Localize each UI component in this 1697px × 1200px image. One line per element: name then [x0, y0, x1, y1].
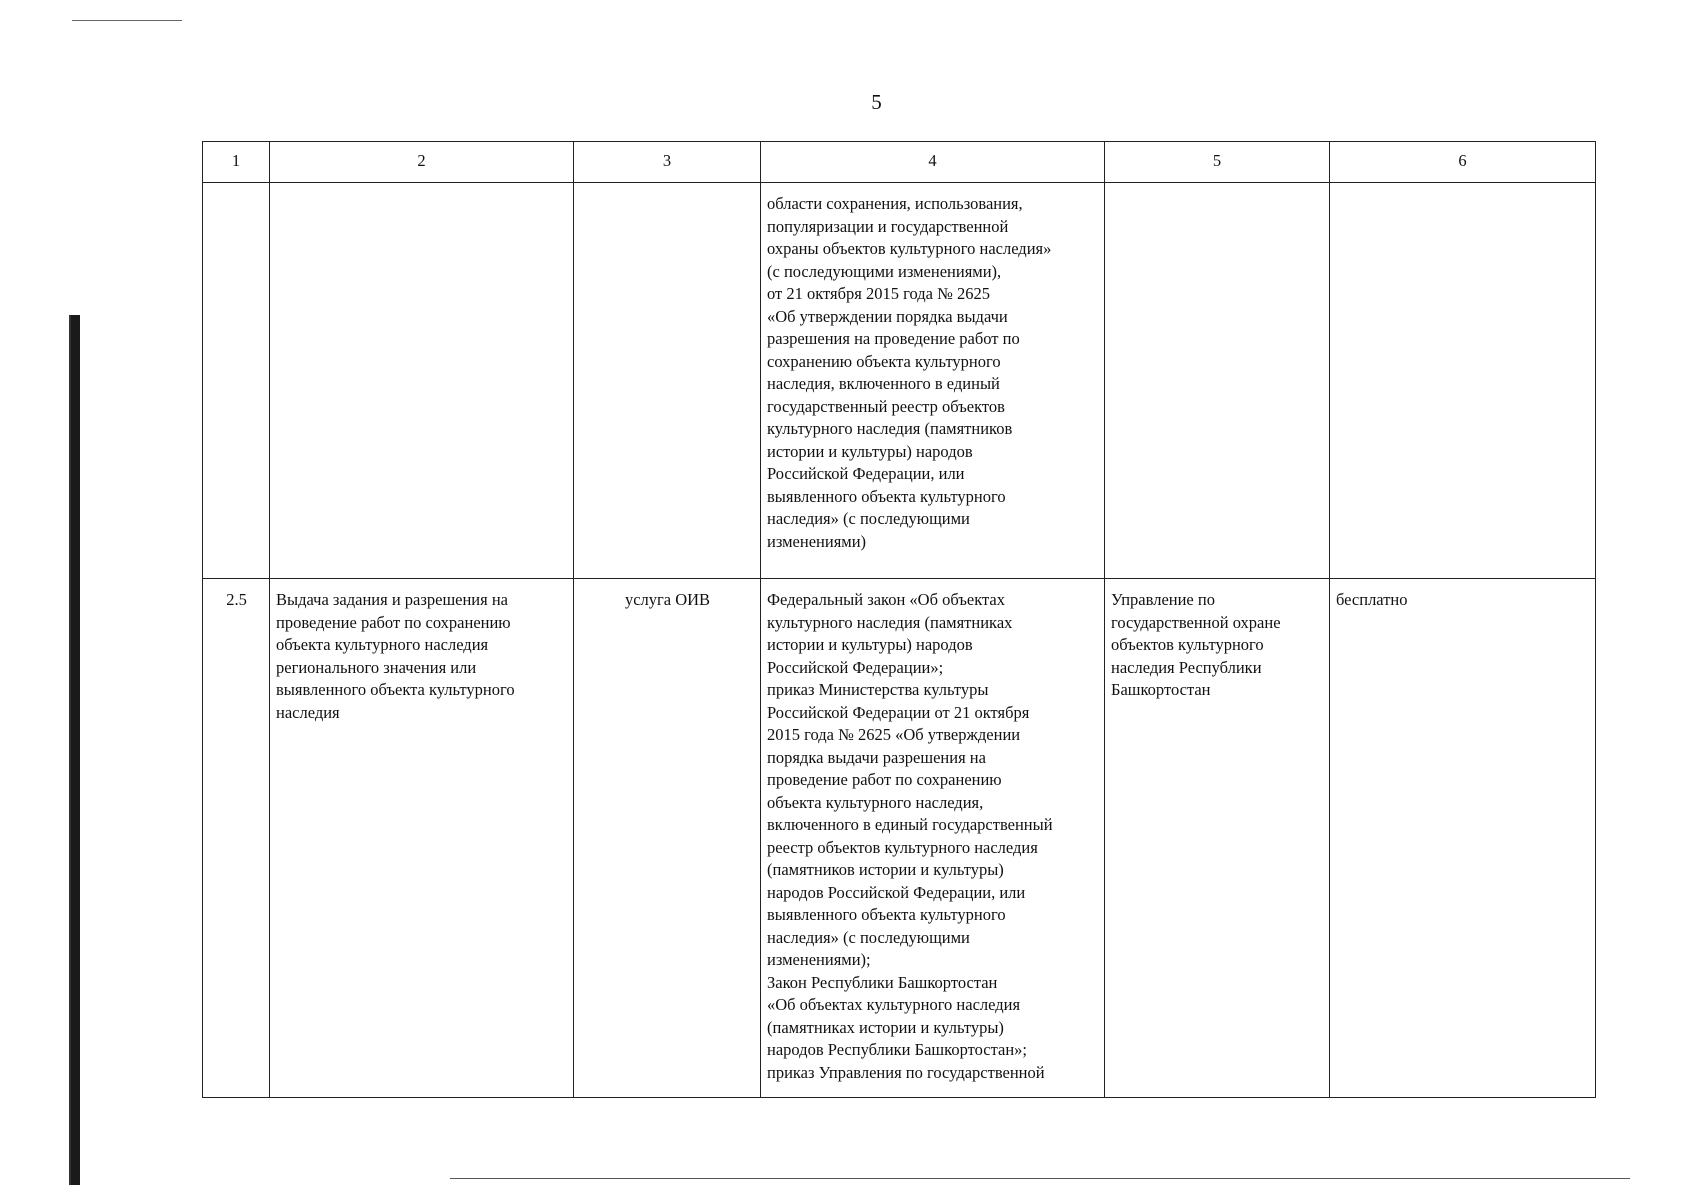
service-name-cell: Выдача задания и разрешения на проведение работ по сохранению объекта культурного наследия регионального значения или выявленного объекта культурного наследия	[270, 579, 574, 1098]
header-cell: 2	[270, 142, 574, 183]
table-header-row	[203, 142, 1596, 183]
table-row	[203, 183, 1596, 579]
header-cell: 3	[574, 142, 761, 183]
service-type-cell: услуга ОИВ	[574, 579, 761, 1098]
cost-cell: бесплатно	[1330, 579, 1596, 1098]
scan-artifact-bottom-line	[450, 1178, 1630, 1179]
scan-artifact-left-edge	[69, 315, 71, 1185]
header-cell: 6	[1330, 142, 1596, 183]
header-cell: 4	[761, 142, 1105, 183]
cost-cell	[1330, 183, 1596, 579]
services-table	[202, 141, 1596, 1098]
legal-basis-cell: области сохранения, использования, популяризации и государственной охраны объектов культурного наследия» (с последующими изменениями), от 21 октября 2015 года № 2625 «Об утверждении порядка выдачи разрешения на проведение работ по сохранению объекта культурного наследия, включенного в единый государственный реестр объектов культурного наследия (памятников истории и культуры) народов Российской Федерации, или выявленного объекта культурного наследия» (с последующими изменениями)	[761, 183, 1105, 579]
page-number: 5	[871, 90, 882, 114]
service-type-cell	[574, 183, 761, 579]
table-row	[203, 579, 1596, 1098]
header-cell: 5	[1105, 142, 1330, 183]
row-number-cell: 2.5	[203, 579, 270, 1098]
legal-basis-cell: Федеральный закон «Об объектах культурного наследия (памятниках истории и культуры) народов Российской Федерации»; приказ Министерства культуры Российской Федерации от 21 октября 2015 года № 2625 «Об утверждении порядка выдачи разрешения на проведение работ по сохранению объекта культурного наследия, включенного в единый государственный реестр объектов культурного наследия (памятников истории и культуры) народов Российской Федерации, или выявленного объекта культурного наследия» (с последующими изменениями); Закон Республики Башкортостан «Об объектах культурного наследия (памятниках истории и культуры) народов Республики Башкортостан»; приказ Управления по государственной	[761, 579, 1105, 1098]
scan-artifact-top	[72, 20, 182, 21]
authority-cell	[1105, 183, 1330, 579]
row-number-cell	[203, 183, 270, 579]
scan-artifact-left-bar	[70, 315, 80, 1185]
authority-cell: Управление по государственной охране объектов культурного наследия Республики Башкортостан	[1105, 579, 1330, 1098]
header-cell: 1	[203, 142, 270, 183]
service-name-cell	[270, 183, 574, 579]
